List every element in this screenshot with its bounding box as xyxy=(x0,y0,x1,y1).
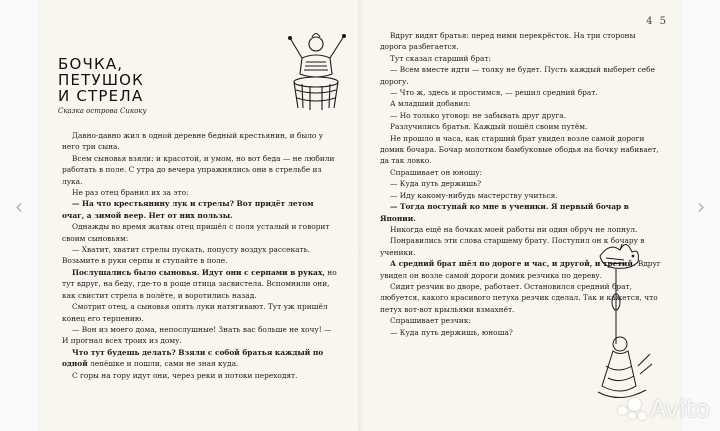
watermark-text: Avito xyxy=(650,395,710,423)
title-line-2: ПЕТУШОК xyxy=(58,71,144,89)
right-page-paragraph: — Что ж, здесь и простимся, — решил средний брат. xyxy=(390,88,598,98)
right-page-paragraph: — Куда путь держишь? xyxy=(390,179,482,189)
right-page-paragraph: Сидит резчик во дворе, работает. Остановился средний брат, любуется, какого красивого петуха резчик сделал. Так и кажется, что петух вот-вот крыльями взмахнёт. xyxy=(380,281,658,314)
right-page-paragraph: Разлучились братья. Каждый пошёл своим путём. xyxy=(390,122,588,132)
left-page-paragraph: Всем сыновья взяли: и красотой, и умом, но вот беда — не любили работать в поле. С утра до вечера упражнялись они в стрельбе из лука. xyxy=(62,153,335,186)
right-page-paragraph: Спрашивает резчик: xyxy=(390,316,471,326)
right-page-paragraph: — Иду какому-нибудь мастерству учиться. xyxy=(390,190,558,200)
title-illustration xyxy=(272,24,362,114)
left-page-paragraph: Смотрит отец, а сыновья опять луки натягивают. Тут уж пришёл конец его терпению. xyxy=(62,302,328,323)
right-page-paragraph: Спрашивает он юношу: xyxy=(390,167,483,177)
story-title xyxy=(58,56,228,104)
left-page-paragraph: Не раз отец бранил их за это: xyxy=(72,188,189,198)
carver-illustration xyxy=(580,236,660,416)
book-spread xyxy=(40,0,680,431)
avito-watermark xyxy=(618,395,710,423)
left-page-paragraph: Послушались было сыновья. Идут они с серпами в руках, но тут вдруг, на беду, где-то в роще птица засвистела. Вспомнили они, как свистит стрела в полёте, и воротились назад. xyxy=(62,267,337,300)
left-page-paragraph: — Вон из моего дома, непослушные! Знать вас больше не хочу! — И прогнал всех троих из дому. xyxy=(62,324,332,346)
left-page-paragraph: С горы на гору идут они, через реки и потоки переходят. xyxy=(72,370,298,380)
right-page-paragraph: — Куда путь держишь, юноша? xyxy=(390,327,513,337)
left-page-paragraph: — На что крестьянину лук и стрелы? Вот придёт летом очаг, а зимой веер. Нет от них пользы. xyxy=(62,199,314,220)
right-page-paragraph: Понравились эти слова старшему брату. Поступил он к бочару в ученики. xyxy=(380,236,645,257)
left-page-paragraph: — Хватит, хватит стрелы пускать, попусту воздух рассекать. Возьмите в руки серпы и ступайте в поле. xyxy=(62,245,310,266)
previous-image-arrow[interactable]: ‹ xyxy=(14,194,24,220)
right-page-paragraph: — Всем вместе идти — толку не будет. Пусть каждый выберет себе дорогу. xyxy=(380,65,655,86)
next-image-arrow[interactable]: › xyxy=(696,194,706,220)
right-page-paragraph: Тут сказал старший брат: xyxy=(390,53,491,63)
right-page-paragraph: А средний брат шёл по дороге и час, и другой, и третий. Вдруг увидел он возле самой дороги домик резчика по дереву. xyxy=(380,259,661,280)
left-page-paragraph: Однажды во время жатвы отец пришёл с поля усталый и говорит своим сыновьям: xyxy=(62,222,330,243)
right-page-paragraph: — Но только уговор: не забывать друг друга. xyxy=(390,110,567,120)
left-page-paragraph: Что тут будешь делать? Взяли с собой братья каждый по одной лепёшке и пошли, сами не зная куда. xyxy=(62,347,324,369)
story-subtitle: Сказка острова Сикоку xyxy=(58,107,147,115)
right-page-paragraph: Вдруг видят братья: перед ними перекрёсток. На три стороны дорога разбегается. xyxy=(380,31,636,52)
right-page-paragraph: — Тогда поступай ко мне в ученики. Я первый бочар в Японии. xyxy=(380,202,629,223)
avito-logo-icon xyxy=(618,398,646,420)
right-page-paragraph: А младший добавил: xyxy=(390,99,471,109)
title-line-3: И СТРЕЛА xyxy=(58,87,144,105)
title-line-1: БОЧКА, xyxy=(58,55,124,73)
right-page-paragraph: Не прошло и часа, как старший брат увидел возле самой дороги домик бочара. Бочар молотком бамбуковые ободья на бочку набивает, да так ловко. xyxy=(380,133,659,166)
page-number: 4 5 xyxy=(646,16,668,27)
left-page-paragraph: Давно-давно жил в одной деревне бедный крестьянин, и было у него три сына. xyxy=(62,131,324,152)
left-page-text xyxy=(62,130,338,381)
right-page-paragraph: Никогда ещё на бочках моей работы ни один обруч не лопнул. xyxy=(390,224,638,234)
